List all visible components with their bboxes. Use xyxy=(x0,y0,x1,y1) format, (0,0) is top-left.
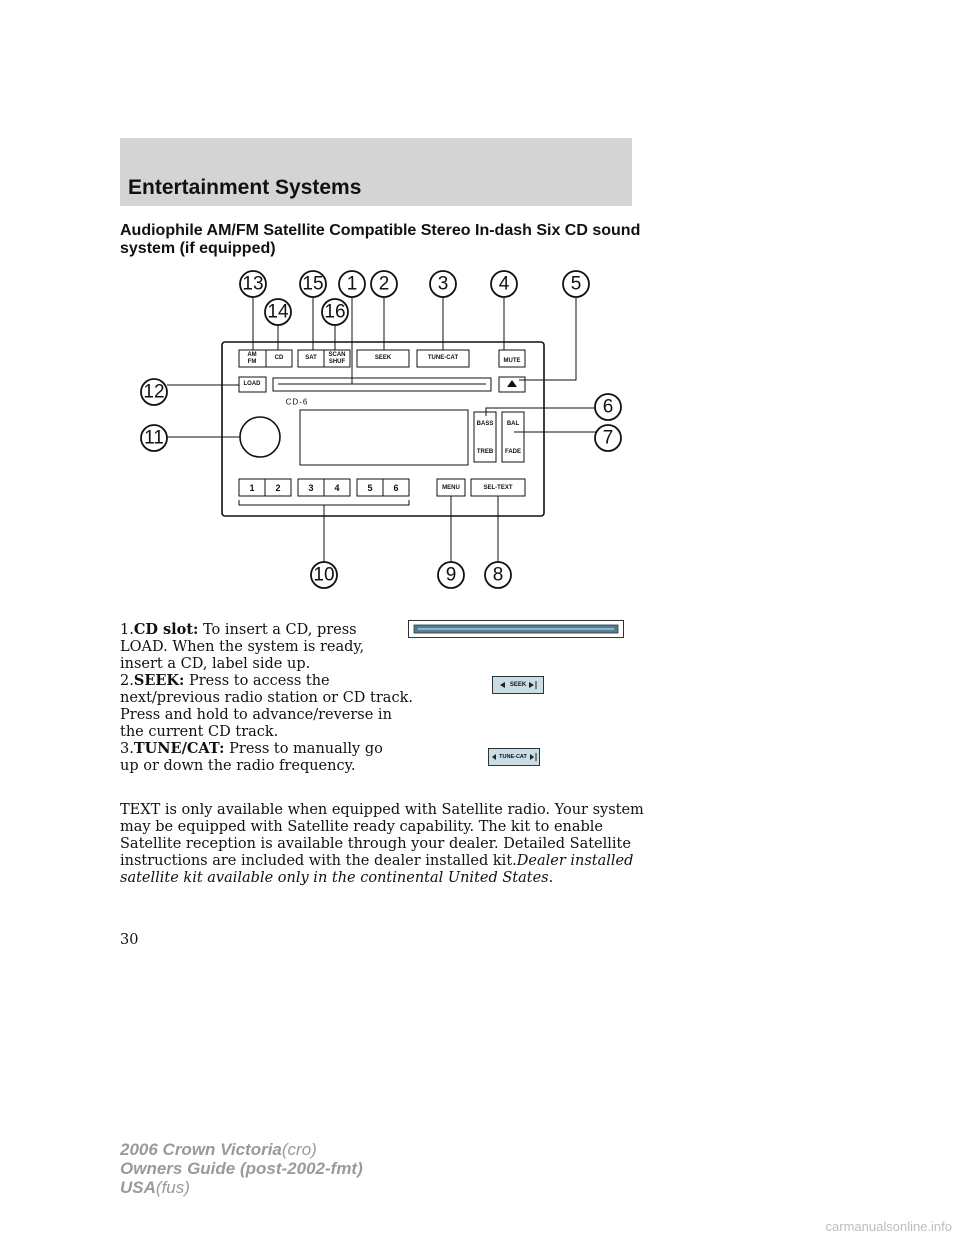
svg-text:AM: AM xyxy=(247,352,257,358)
tune-cat-button-thumbnail xyxy=(488,748,540,766)
svg-text:12: 12 xyxy=(143,381,165,403)
power-volume-knob xyxy=(240,417,280,457)
callout-11 xyxy=(141,425,167,451)
svg-text:9: 9 xyxy=(445,564,457,586)
item-seek: 2.SEEK: Press to access the next/previous radio station or CD track. Press and hold to advance/reverse in the current CD track. xyxy=(120,672,413,740)
footer: 2006 Crown Victoria(cro) Owners Guide (post-2002-fmt) USA(fus) xyxy=(120,1140,363,1197)
svg-text:2: 2 xyxy=(378,273,390,295)
svg-text:16: 16 xyxy=(324,301,346,323)
item-cd-slot: 1.CD slot: To insert a CD, press LOAD. When the system is ready, insert a CD, label side up. xyxy=(120,621,365,672)
svg-text:7: 7 xyxy=(602,427,614,449)
svg-text:SEL-TEXT: SEL-TEXT xyxy=(483,485,513,491)
callout-8 xyxy=(485,562,511,588)
callout-14 xyxy=(265,299,291,325)
svg-text:3: 3 xyxy=(437,273,449,295)
svg-text:4: 4 xyxy=(498,273,510,295)
svg-text:1: 1 xyxy=(249,483,255,493)
svg-text:MUTE: MUTE xyxy=(503,358,521,364)
callout-6 xyxy=(595,394,621,420)
page-title: Entertainment Systems xyxy=(128,176,362,199)
svg-text:11: 11 xyxy=(144,427,164,449)
svg-text:15: 15 xyxy=(302,273,324,295)
svg-text:6: 6 xyxy=(393,483,399,493)
svg-text:FM: FM xyxy=(247,359,257,365)
cd-slot-thumbnail xyxy=(408,620,624,638)
svg-text:SEEK: SEEK xyxy=(509,682,527,688)
callout-2 xyxy=(371,271,397,297)
svg-text:SCAN: SCAN xyxy=(328,352,346,358)
display xyxy=(300,410,468,465)
svg-text:FADE: FADE xyxy=(504,449,522,455)
seek-button-thumbnail xyxy=(492,676,544,694)
callout-12 xyxy=(141,379,167,405)
svg-text:5: 5 xyxy=(570,273,582,295)
callout-16 xyxy=(322,299,348,325)
svg-text:1: 1 xyxy=(346,273,358,295)
svg-text:SEEK: SEEK xyxy=(374,355,392,361)
svg-text:5: 5 xyxy=(367,483,373,493)
callout-7 xyxy=(595,425,621,451)
page-number: 30 xyxy=(120,932,139,948)
svg-text:BAL: BAL xyxy=(506,421,520,427)
callout-10 xyxy=(311,562,337,588)
item-tune-cat: 3.TUNE/CAT: Press to manually go up or down the radio frequency. xyxy=(120,740,383,774)
svg-text:10: 10 xyxy=(313,564,335,586)
satellite-paragraph: TEXT is only available when equipped with Satellite radio. Your system may be equipped with Satellite ready capability. The kit to enable Satellite reception is available through your dealer. Detailed Satellite instructions are included with the dealer installed kit.Dealer installed satellite kit available only in the continental United States. xyxy=(120,802,644,886)
callout-4 xyxy=(491,271,517,297)
callout-15 xyxy=(300,271,326,297)
callout-5 xyxy=(563,271,589,297)
svg-text:TREB: TREB xyxy=(476,449,494,455)
svg-text:6: 6 xyxy=(602,396,614,418)
callout-1 xyxy=(339,271,365,297)
svg-text:SAT: SAT xyxy=(305,355,317,361)
section-title: Audiophile AM/FM Satellite Compatible Stereo In-dash Six CD sound system (if equipped) xyxy=(120,222,641,257)
svg-text:4: 4 xyxy=(334,483,340,493)
svg-text:14: 14 xyxy=(267,301,289,323)
svg-text:LOAD: LOAD xyxy=(243,381,261,387)
svg-text:13: 13 xyxy=(242,273,264,295)
callout-3 xyxy=(430,271,456,297)
svg-text:CD: CD xyxy=(274,355,284,361)
svg-text:SHUF: SHUF xyxy=(328,359,346,365)
svg-text:MENU: MENU xyxy=(442,485,460,491)
svg-text:2: 2 xyxy=(275,483,281,493)
callout-9 xyxy=(438,562,464,588)
svg-text:8: 8 xyxy=(492,564,504,586)
svg-text:CD-6: CD-6 xyxy=(285,397,309,407)
callout-13 xyxy=(240,271,266,297)
svg-text:TUNE-CAT: TUNE-CAT xyxy=(427,355,459,361)
svg-text:3: 3 xyxy=(308,483,314,493)
svg-text:BASS: BASS xyxy=(476,421,494,427)
radio-diagram xyxy=(0,0,960,600)
watermark: carmanualsonline.info xyxy=(825,1219,952,1234)
svg-text:TUNE-CAT: TUNE-CAT xyxy=(499,754,527,760)
